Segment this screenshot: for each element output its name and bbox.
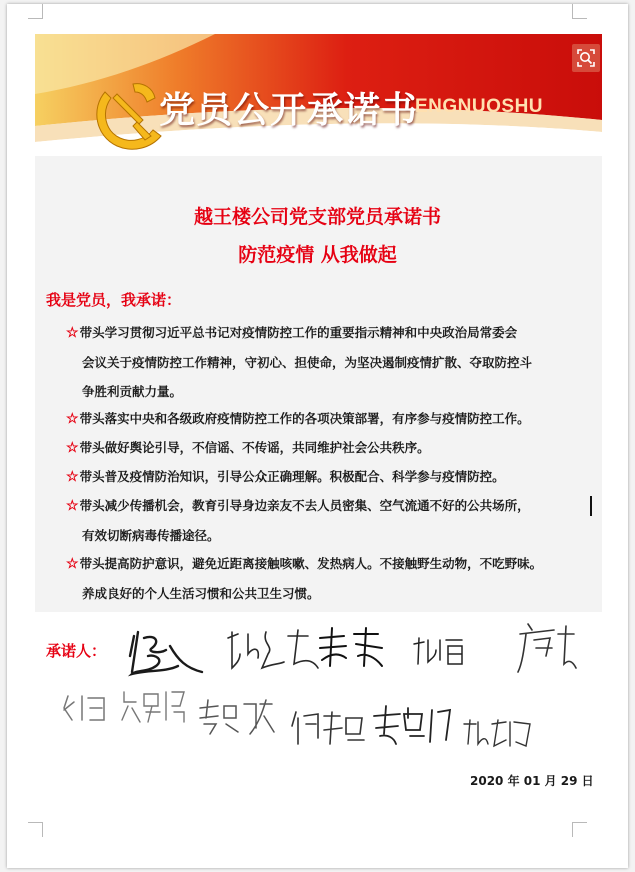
crop-mark-bottom-left	[28, 822, 43, 837]
signer-label: 承诺人：	[46, 642, 107, 660]
signature	[126, 626, 206, 678]
crop-mark-bottom-right	[572, 822, 587, 837]
star-outline-icon: ☆	[66, 440, 79, 456]
signing-date: 2020 年 01 月 29 日	[470, 774, 594, 788]
star-outline-icon: ☆	[66, 498, 79, 514]
signature	[290, 708, 366, 748]
pledge-line: 会议关于疫情防控工作精神，守初心、担使命，为坚决遏制疫情扩散、夺取防控斗	[82, 355, 533, 370]
signature	[118, 686, 188, 726]
pledge-heading: 我是党员，我承诺：	[46, 291, 182, 309]
text-cursor	[590, 496, 592, 516]
pledge-line: 带头普及疫情防治知识，引导公众正确理解。积极配合、科学参与疫情防控。	[79, 469, 505, 484]
signature	[514, 620, 580, 676]
star-outline-icon: ☆	[66, 556, 79, 572]
signature	[410, 634, 466, 670]
star-outline-icon: ☆	[66, 325, 79, 341]
pledge-item	[66, 404, 596, 434]
star-outline-icon: ☆	[66, 469, 79, 485]
signature	[460, 716, 536, 750]
pledge-item	[66, 462, 596, 492]
document-title: 越王楼公司党支部党员承诺书	[193, 206, 441, 228]
pledge-line: 有效切断病毒传播途径。	[82, 528, 220, 543]
zoom-search-icon	[572, 44, 600, 72]
pledge-line: 带头学习贯彻习近平总书记对疫情防控工作的重要指示精神和中央政治局常委会	[79, 325, 518, 340]
signature	[316, 626, 386, 670]
banner-subtitle: ENGNUOSHU	[415, 96, 544, 117]
pledge-item	[66, 318, 596, 406]
star-outline-icon: ☆	[66, 411, 79, 427]
header-banner	[35, 34, 602, 156]
pledge-item	[66, 549, 596, 608]
banner-title: 党员公开承诺书	[159, 90, 419, 131]
signature	[370, 704, 454, 746]
pledge-line: 带头做好舆论引导，不信谣、不传谣，共同维护社会公共秩序。	[79, 440, 430, 455]
pledge-line: 带头落实中央和各级政府疫情防控工作的各项决策部署，有序参与疫情防控工作。	[79, 411, 530, 426]
pledge-line: 争胜利贡献力量。	[82, 384, 183, 399]
party-emblem-logo	[87, 74, 169, 156]
pledge-line: 带头减少传播机会，教育引导身边亲友不去人员密集、空气流通不好的公共场所，	[79, 498, 530, 513]
pledge-item	[66, 491, 596, 550]
signature	[222, 624, 322, 674]
document-slogan: 防范疫情 从我做起	[238, 244, 397, 266]
zoom-button[interactable]	[572, 44, 600, 72]
pledge-item	[66, 433, 596, 463]
signature	[60, 690, 110, 726]
crop-mark-top-left	[28, 4, 43, 19]
pledge-line: 带头提高防护意识，避免近距离接触咳嗽、发热病人。不接触野生动物，不吃野味。	[79, 556, 543, 571]
pledge-line: 养成良好的个人生活习惯和公共卫生习惯。	[82, 586, 320, 601]
signature	[196, 698, 276, 738]
crop-mark-top-right	[572, 4, 587, 19]
